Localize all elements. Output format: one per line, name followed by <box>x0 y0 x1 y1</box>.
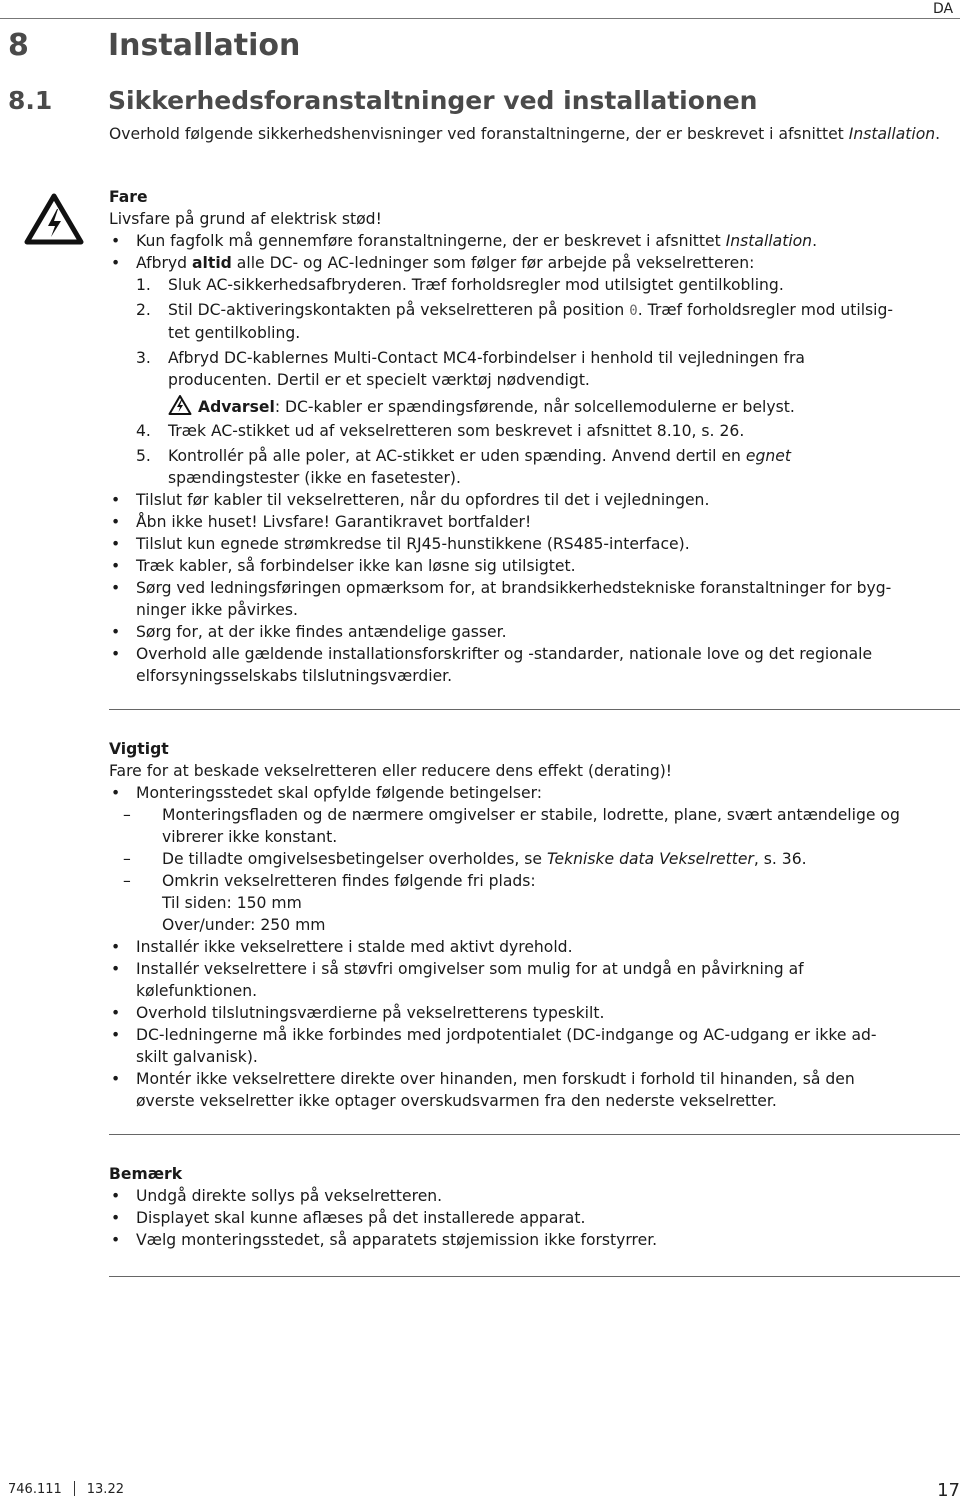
list-item <box>109 643 951 665</box>
list-item <box>109 1024 951 1046</box>
warning-triangle-icon <box>168 394 192 416</box>
section-heading <box>8 86 948 120</box>
section-divider <box>109 1134 960 1135</box>
step-item-3 <box>109 347 951 369</box>
bullet-mark: • <box>111 645 121 663</box>
advarsel-label: Advarsel <box>198 398 275 416</box>
dash-item-text: De tilladte omgivelsesbetingelser overholdes, se <box>162 850 547 868</box>
list-item-text: Tilslut kun egnede strømkredse til RJ45-hunstikkene (RS485-interface). <box>136 535 690 553</box>
important-subtitle: Fare for at beskade vekselretteren eller reducere dens effekt (derating)! <box>109 762 673 780</box>
list-item-text: Displayet skal kunne aflæses på det installerede apparat. <box>136 1209 586 1227</box>
header-rule <box>0 18 960 19</box>
list-item-text: Installér vekselrettere i så støvfri omgivelser som mulig for at undgå en påvirkning af <box>136 960 804 978</box>
list-item-text: Overhold alle gældende installationsforskrifter og -standarder, nationale love og det regionale <box>136 645 873 663</box>
step-number: 4. <box>136 422 151 440</box>
section-divider <box>109 709 960 710</box>
intro-end: . <box>935 125 941 143</box>
bullet-mark: • <box>111 579 121 597</box>
list-item-text: Afbryd <box>136 254 192 272</box>
dash-item-text: , s. 36. <box>753 850 807 868</box>
dash-item <box>109 870 951 892</box>
bullet-mark: • <box>111 1187 121 1205</box>
step-text: Stil DC-aktiveringskontakten på vekselretteren på position <box>168 301 630 319</box>
bullet-mark: • <box>111 960 121 978</box>
step-text: Sluk AC-sikkerhedsafbryderen. Træf forholdsregler mod utilsigtet gentilkobling. <box>168 276 784 294</box>
step-item-5 <box>109 445 951 467</box>
step-number: 5. <box>136 447 151 465</box>
list-item <box>109 533 951 555</box>
step-number: 3. <box>136 349 151 367</box>
list-item-cont: øverste vekselretter ikke optager overskudsvarmen fra den nederste vekselretter. <box>136 1092 777 1110</box>
clearance-over-under: Over/under: 250 mm <box>162 916 326 934</box>
step-item-5-cont: spændingstester (ikke en fasetester). <box>168 469 461 487</box>
language-code: DA <box>932 1 954 17</box>
important-notice <box>109 738 951 1112</box>
step-item-3-cont: producenten. Dertil er et specielt værktøj nødvendigt. <box>168 371 590 389</box>
dash-item-text: Omkrin vekselretteren findes følgende fri plads: <box>162 872 536 890</box>
bullet-mark: • <box>111 557 121 575</box>
list-item-text: Åbn ikke huset! Livsfare! Garantikravet bortfalder! <box>136 513 532 531</box>
step-item-1 <box>109 274 951 296</box>
step-item-2 <box>109 299 951 322</box>
danger-subtitle: Livsfare på grund af elektrisk stød! <box>109 210 382 228</box>
advarsel-line <box>109 394 951 420</box>
dash-item <box>109 848 951 870</box>
list-item <box>109 621 951 643</box>
important-heading: Vigtigt <box>109 740 169 758</box>
step-number: 2. <box>136 301 151 319</box>
list-item-text: Vælg monteringsstedet, så apparatets støjemission ikke forstyrrer. <box>136 1231 658 1249</box>
chapter-number: 8 <box>8 28 29 63</box>
bullet-mark: • <box>111 513 121 531</box>
list-item-cont: ninger ikke påvirkes. <box>136 601 298 619</box>
list-item-text: Montér ikke vekselrettere direkte over hinanden, men forskudt i forhold til hinanden, så den <box>136 1070 855 1088</box>
note-notice <box>109 1163 951 1251</box>
list-item-text: Monteringsstedet skal opfylde følgende betingelser: <box>136 784 542 802</box>
advarsel-text: : DC-kabler er spændingsførende, når solcellemodulerne er belyst. <box>274 398 795 416</box>
step-item-4 <box>109 420 951 442</box>
bullet-mark: • <box>111 623 121 641</box>
list-item-text: Træk kabler, så forbindelser ikke kan løsne sig utilsigtet. <box>136 557 576 575</box>
bullet-mark: • <box>111 938 121 956</box>
dash-mark: – <box>123 806 131 824</box>
step-text: . Træf forholdsregler mod utilsig- <box>637 301 894 319</box>
bullet-mark: • <box>111 491 121 509</box>
list-item-cont: kølefunktionen. <box>136 982 258 1000</box>
section-divider <box>109 1276 960 1277</box>
intro-paragraph <box>109 123 949 145</box>
emphasis-egnet: egnet <box>745 447 791 465</box>
list-item <box>109 230 951 252</box>
chapter-heading <box>8 28 948 68</box>
clearance-side: Til siden: 150 mm <box>162 894 302 912</box>
bullet-mark: • <box>111 535 121 553</box>
list-item <box>109 511 951 533</box>
list-item <box>109 782 951 804</box>
list-item <box>109 936 951 958</box>
bullet-mark: • <box>111 1070 121 1088</box>
position-code: 0 <box>629 303 638 319</box>
document-version: 13.22 <box>86 1482 124 1497</box>
footer-separator <box>74 1481 75 1496</box>
chapter-title: Installation <box>108 28 301 63</box>
intro-link-installation[interactable]: Installation <box>848 125 936 143</box>
section-number: 8.1 <box>8 86 53 115</box>
dash-item <box>109 804 951 826</box>
list-item <box>109 1002 951 1024</box>
list-item <box>109 577 951 599</box>
list-item <box>109 1185 951 1207</box>
emphasis-altid: altid <box>192 254 232 272</box>
bullet-mark: • <box>111 784 121 802</box>
list-item <box>109 1207 951 1229</box>
list-item-text: Sørg ved ledningsføringen opmærksom for, at brandsikkerhedstekniske foranstaltninger for byg- <box>136 579 892 597</box>
section-title: Sikkerhedsforanstaltninger ved installationen <box>108 86 758 115</box>
dash-mark: – <box>123 872 131 890</box>
list-item <box>109 252 951 274</box>
link-installation[interactable]: Installation <box>725 232 813 250</box>
page-number: 17 <box>937 1480 960 1501</box>
list-item-cont: elforsyningsselskabs tilslutningsværdier. <box>136 667 453 685</box>
list-item-text: Kun fagfolk må gennemføre foranstaltningerne, der er beskrevet i afsnittet <box>136 232 726 250</box>
dash-item-cont: vibrerer ikke konstant. <box>162 828 338 846</box>
bullet-mark: • <box>111 232 121 250</box>
intro-text: Overhold følgende sikkerhedshenvisninger ved foranstaltningerne, der er beskrevet i afsnittet <box>109 125 849 143</box>
step-text: Kontrollér på alle poler, at AC-stikket er uden spænding. Anvend dertil en <box>168 447 746 465</box>
bullet-mark: • <box>111 1209 121 1227</box>
list-item-text: Overhold tilslutningsværdierne på vekselretterens typeskilt. <box>136 1004 605 1022</box>
bullet-mark: • <box>111 1231 121 1249</box>
bullet-mark: • <box>111 1026 121 1044</box>
list-item <box>109 958 951 980</box>
list-item-cont: skilt galvanisk). <box>136 1048 258 1066</box>
step-number: 1. <box>136 276 151 294</box>
bullet-mark: • <box>111 254 121 272</box>
list-item-text: Tilslut før kabler til vekselretteren, når du opfordres til det i vejledningen. <box>136 491 710 509</box>
danger-notice <box>109 186 951 687</box>
list-item <box>109 1229 951 1251</box>
list-item-text: Undgå direkte sollys på vekselretteren. <box>136 1187 443 1205</box>
list-item <box>109 555 951 577</box>
footer-docnum <box>8 1480 308 1500</box>
danger-heading: Fare <box>109 188 148 206</box>
list-item <box>109 1068 951 1090</box>
bullet-mark: • <box>111 1004 121 1022</box>
document-number: 746.111 <box>8 1482 62 1497</box>
list-item-text: Sørg for, at der ikke findes antændelige gasser. <box>136 623 507 641</box>
step-text: Afbryd DC-kablernes Multi-Contact MC4-forbindelser i henhold til vejledningen fra <box>168 349 805 367</box>
link-tekniske-data[interactable]: Tekniske data Vekselretter <box>546 850 754 868</box>
list-item <box>109 489 951 511</box>
note-heading: Bemærk <box>109 1165 183 1183</box>
step-text: Træk AC-stikket ud af vekselretteren som beskrevet i afsnittet 8.10, s. 26. <box>168 422 745 440</box>
dash-mark: – <box>123 850 131 868</box>
list-item-text: Installér ikke vekselrettere i stalde med aktivt dyrehold. <box>136 938 573 956</box>
list-item-text: DC-ledningerne må ikke forbindes med jordpotentialet (DC-indgange og AC-udgang er ikke ad- <box>136 1026 877 1044</box>
dash-item-text: Monteringsfladen og de nærmere omgivelser er stabile, lodrette, plane, svært antændelige og <box>162 806 900 824</box>
list-item-text: alle DC- og AC-ledninger som følger før arbejde på vekselretteren: <box>231 254 755 272</box>
list-item-end: . <box>812 232 818 250</box>
electric-shock-warning-icon <box>24 193 84 245</box>
step-item-2-cont: tet gentilkobling. <box>168 324 301 342</box>
